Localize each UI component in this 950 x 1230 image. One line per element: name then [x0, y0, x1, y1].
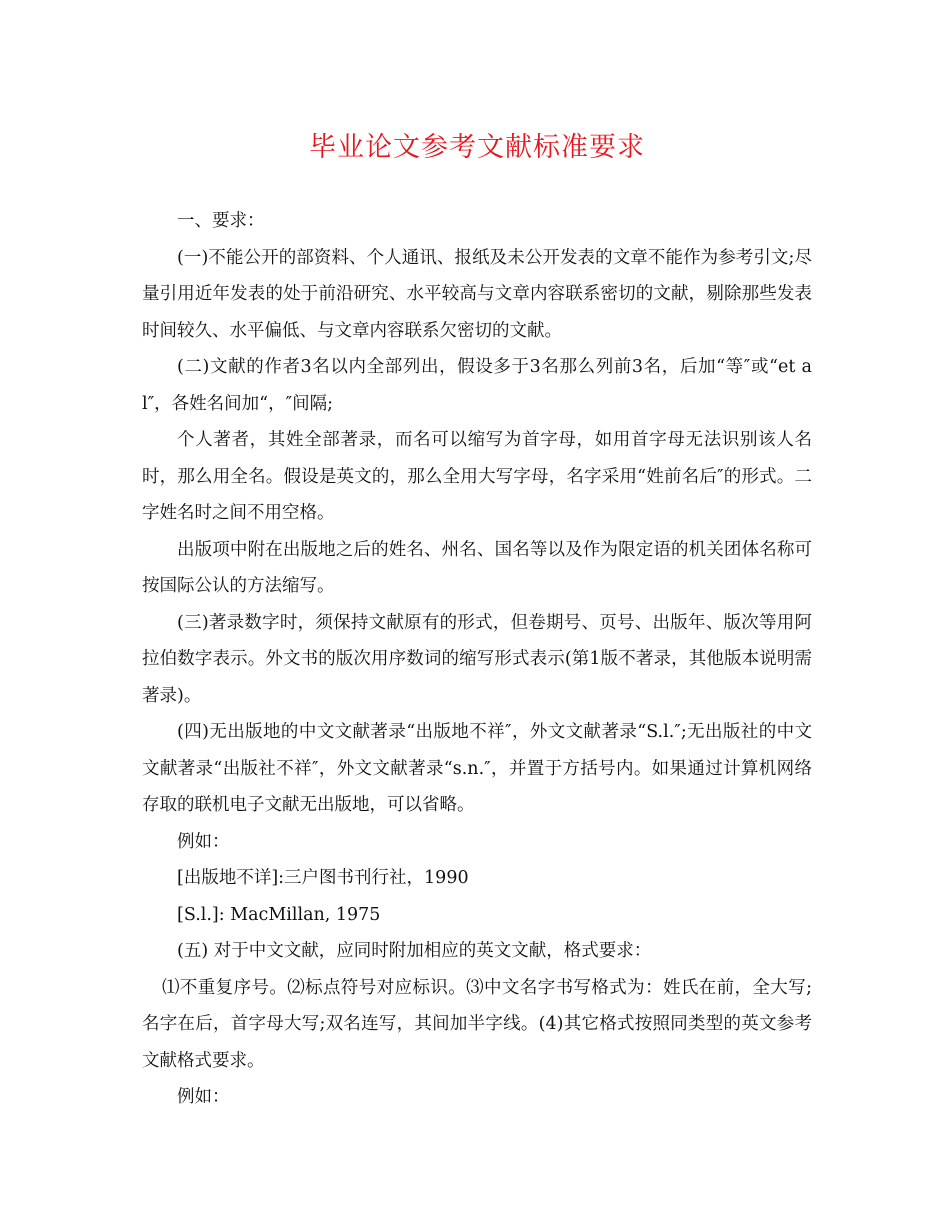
paragraph: (五) 对于中文文献，应同时附加相应的英文文献，格式要求： — [177, 941, 652, 961]
section-heading: 一、要求： — [177, 211, 265, 231]
paragraph: (三)著录数字时，须保持文献原有的形式，但卷期号、页号、出版年、版次等用阿拉伯数字表示。外文书的版次用序数词的缩写形式表示(第1版不著录，其他版本说明需著录)。 — [142, 612, 812, 706]
example-line: [S.l.]: MacMillan, 1975 — [177, 904, 381, 925]
example-line: [出版地不详]:三户图书刊行社，1990 — [177, 868, 469, 888]
example-label: 例如： — [177, 1087, 230, 1107]
paragraph: (一)不能公开的部资料、个人通讯、报纸及未公开发表的文章不能作为参考引文;尽量引用近年发表的处于前沿研究、水平较高与文章内容联系密切的文献，剔除那些发表时间较久、水平偏低、与文章内容联系欠密切的文献。 — [142, 247, 812, 341]
paragraph: 出版项中附在出版地之后的姓名、州名、国名等以及作为限定语的机关团体名称可按国际公认的方法缩写。 — [142, 539, 812, 596]
paragraph: ⑴不重复序号。⑵标点符号对应标识。⑶中文名字书写格式为：姓氏在前，全大写;名字在后，首字母大写;双名连写，其间加半字线。(4)其它格式按照同类型的英文参考文献格式要求。 — [142, 977, 812, 1071]
example-label: 例如： — [177, 831, 230, 852]
paragraph: (二)文献的作者3名以内全部列出，假设多于3名那么列前3名，后加“等″或“et al″，各姓名间加“，″间隔; — [142, 357, 812, 414]
document-title: 毕业论文参考文献标准要求 — [309, 132, 645, 163]
document-body — [142, 203, 812, 1116]
paragraph: (四)无出版地的中文文献著录“出版地不祥″，外文文献著录“S.l.″;无出版社的中文文献著录“出版社不祥″，外文文献著录“s.n.″，并置于方括号内。如果通过计算机网络存取的联机电子文献无出版地，可以省略。 — [142, 722, 812, 815]
paragraph: 个人著者，其姓全部著录，而名可以缩写为首字母，如用首字母无法识别该人名时，那么用全名。假设是英文的，那么全用大写字母，名字采用“姓前名后″的形式。二字姓名时之间不用空格。 — [142, 430, 812, 523]
